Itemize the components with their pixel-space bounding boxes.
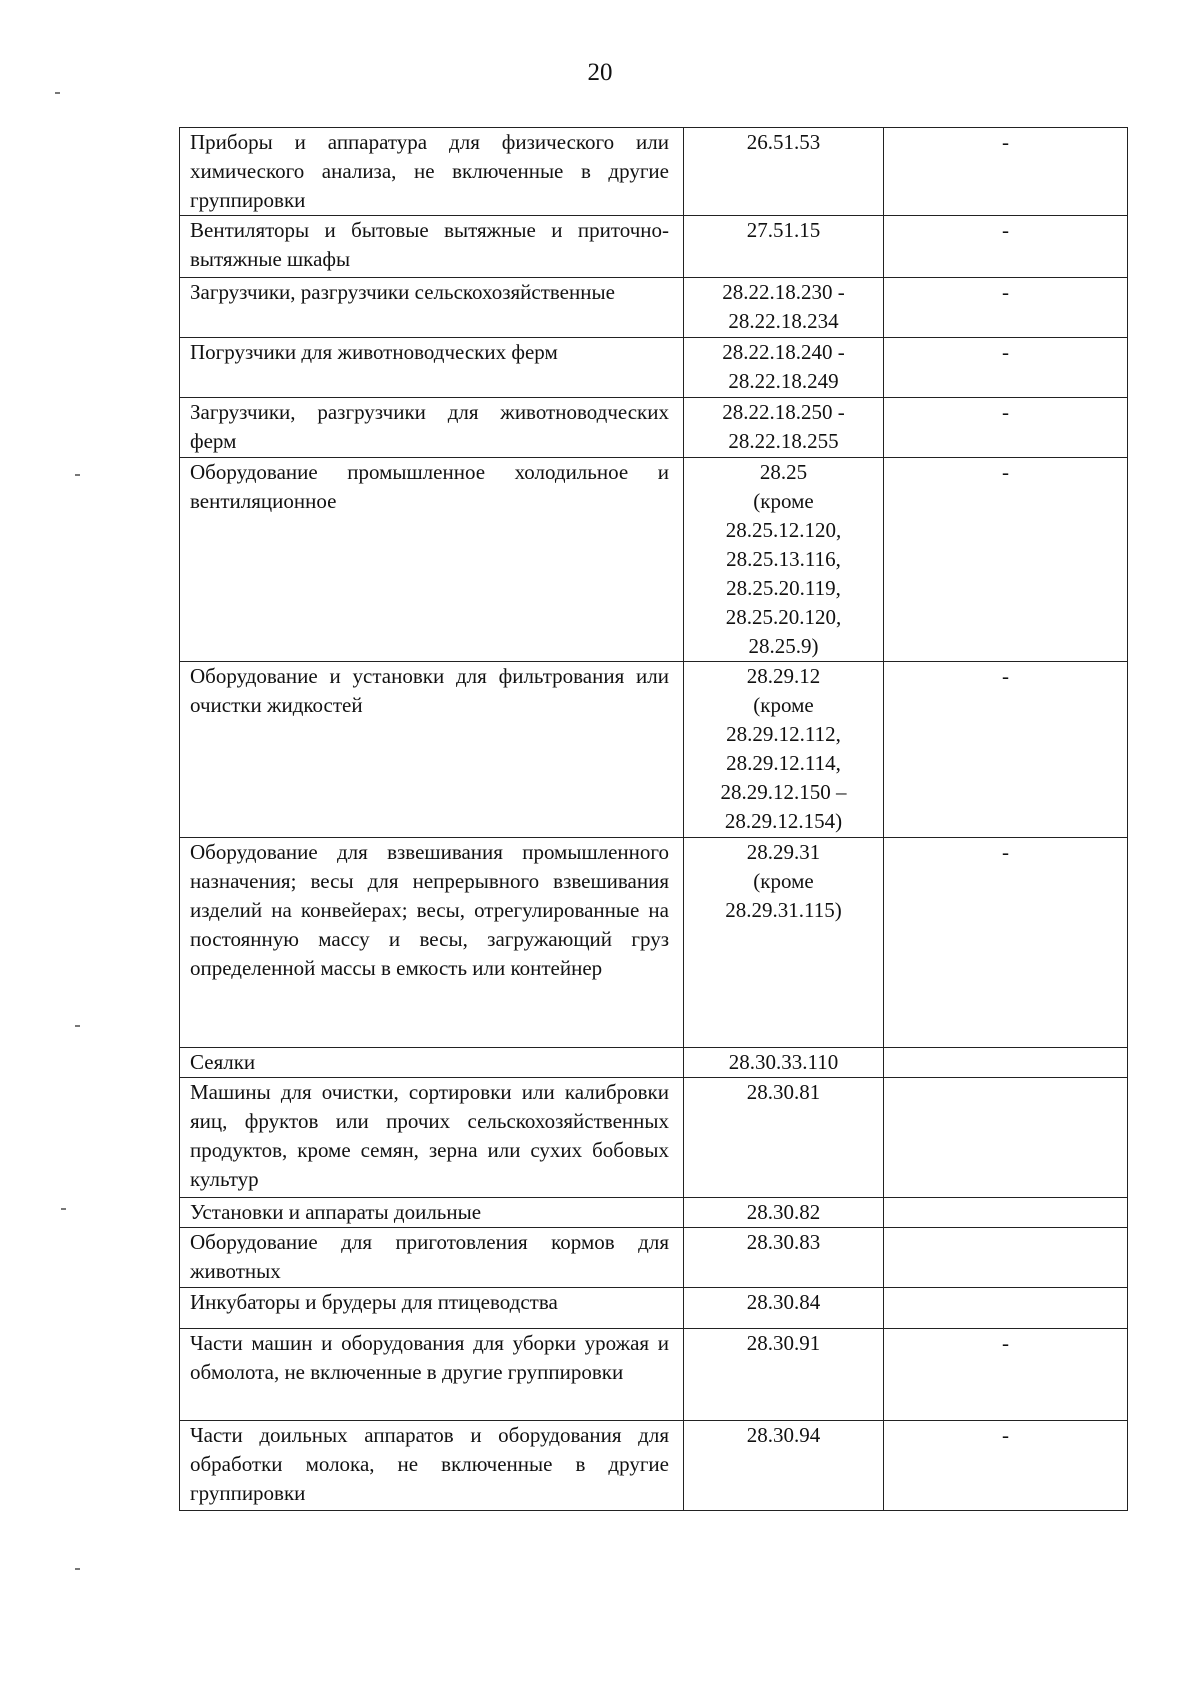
table-row	[180, 1329, 1128, 1421]
code-line: 28.25.12.120,	[725, 518, 842, 542]
table-row	[180, 838, 1128, 1048]
code-line: 28.22.18.250 -	[722, 400, 845, 424]
item-extra: -	[884, 338, 1128, 398]
item-extra	[884, 1078, 1128, 1198]
item-name: Установки и аппараты доильные	[180, 1198, 684, 1228]
item-name: Загрузчики, разгрузчики сельскохозяйственные	[180, 278, 684, 338]
scan-mark	[75, 474, 80, 476]
code-line: 28.25.20.120,	[725, 605, 842, 629]
table-row	[180, 1288, 1128, 1329]
code-line: 28.30.33.110	[728, 1050, 839, 1074]
item-extra: -	[884, 398, 1128, 458]
code-line: 28.30.81	[746, 1080, 821, 1104]
item-name: Сеялки	[180, 1048, 684, 1078]
item-extra	[884, 1288, 1128, 1329]
table-row	[180, 1198, 1128, 1228]
item-name: Части доильных аппаратов и оборудования для обработки молока, не включенные в другие группировки	[180, 1421, 684, 1511]
scan-mark	[75, 1025, 80, 1027]
code-line: (кроме	[753, 869, 814, 893]
code-line: 28.29.12.154)	[724, 809, 843, 833]
item-name: Загрузчики, разгрузчики для животноводческих ферм	[180, 398, 684, 458]
table-row	[180, 1421, 1128, 1511]
item-code	[684, 1228, 884, 1288]
code-line: 28.25.9)	[748, 634, 819, 658]
code-line: (кроме	[753, 693, 814, 717]
item-extra	[884, 1048, 1128, 1078]
item-code	[684, 1198, 884, 1228]
scan-mark	[75, 1568, 80, 1570]
item-code	[684, 398, 884, 458]
code-line: 28.30.82	[746, 1200, 821, 1224]
table-row	[180, 338, 1128, 398]
item-name: Погрузчики для животноводческих ферм	[180, 338, 684, 398]
code-line: 28.29.31	[746, 840, 821, 864]
table-row	[180, 128, 1128, 216]
table-row	[180, 278, 1128, 338]
item-extra	[884, 1198, 1128, 1228]
item-extra	[884, 1228, 1128, 1288]
item-extra: -	[884, 278, 1128, 338]
item-name: Оборудование и установки для фильтрования или очистки жидкостей	[180, 662, 684, 838]
item-code	[684, 216, 884, 278]
table-row	[180, 1078, 1128, 1198]
item-code	[684, 278, 884, 338]
item-code	[684, 1329, 884, 1421]
page-number: 20	[587, 59, 613, 86]
code-line: 28.29.12	[746, 664, 821, 688]
table-row	[180, 1228, 1128, 1288]
code-line: 27.51.15	[746, 218, 821, 242]
item-name: Приборы и аппаратура для физического или химического анализа, не включенные в другие группировки	[180, 128, 684, 216]
table-row	[180, 458, 1128, 662]
code-line: 26.51.53	[746, 130, 821, 154]
item-name: Оборудование промышленное холодильное и вентиляционное	[180, 458, 684, 662]
item-extra: -	[884, 216, 1128, 278]
scan-mark	[61, 1208, 66, 1210]
code-line: 28.29.31.115)	[725, 898, 842, 922]
item-name: Инкубаторы и брудеры для птицеводства	[180, 1288, 684, 1329]
item-code	[684, 338, 884, 398]
code-line: 28.25	[759, 460, 808, 484]
code-line: 28.30.91	[746, 1331, 821, 1355]
table-row	[180, 662, 1128, 838]
code-line: 28.30.83	[746, 1230, 821, 1254]
code-line: 28.22.18.234	[728, 309, 839, 333]
code-line: 28.22.18.255	[728, 429, 839, 453]
code-line: 28.29.12.150 –	[720, 780, 847, 804]
code-line: 28.22.18.240 -	[722, 340, 845, 364]
table-row	[180, 398, 1128, 458]
code-line: 28.29.12.112,	[726, 722, 841, 746]
scan-mark	[55, 92, 60, 94]
item-code	[684, 128, 884, 216]
code-line: 28.22.18.230 -	[722, 280, 845, 304]
table-row	[180, 216, 1128, 278]
code-line: 28.30.84	[746, 1290, 821, 1314]
item-extra: -	[884, 1329, 1128, 1421]
table-row	[180, 1048, 1128, 1078]
item-extra: -	[884, 662, 1128, 838]
item-code	[684, 1421, 884, 1511]
item-code	[684, 662, 884, 838]
code-line: 28.25.13.116,	[726, 547, 841, 571]
code-line: 28.30.94	[746, 1423, 821, 1447]
code-line: 28.22.18.249	[728, 369, 839, 393]
code-line: 28.29.12.114,	[726, 751, 841, 775]
item-code	[684, 838, 884, 1048]
item-name: Оборудование для взвешивания промышленного назначения; весы для непрерывного взвешивания изделий на конвейерах; весы, отрегулированные на постоянную массу и весы, загружающий груз определенной массы в емкость или контейнер	[180, 838, 684, 1048]
item-extra: -	[884, 1421, 1128, 1511]
item-code	[684, 1078, 884, 1198]
code-line: (кроме	[753, 489, 814, 513]
item-code	[684, 1048, 884, 1078]
item-name: Машины для очистки, сортировки или калибровки яиц, фруктов или прочих сельскохозяйственных продуктов, кроме семян, зерна или сухих бобовых культур	[180, 1078, 684, 1198]
item-extra: -	[884, 458, 1128, 662]
item-name: Вентиляторы и бытовые вытяжные и приточно-вытяжные шкафы	[180, 216, 684, 278]
item-extra: -	[884, 838, 1128, 1048]
item-name: Оборудование для приготовления кормов для животных	[180, 1228, 684, 1288]
item-name: Части машин и оборудования для уборки урожая и обмолота, не включенные в другие группировки	[180, 1329, 684, 1421]
item-code	[684, 458, 884, 662]
item-code	[684, 1288, 884, 1329]
code-line: 28.25.20.119,	[726, 576, 841, 600]
classification-table	[179, 127, 1128, 1511]
item-extra: -	[884, 128, 1128, 216]
